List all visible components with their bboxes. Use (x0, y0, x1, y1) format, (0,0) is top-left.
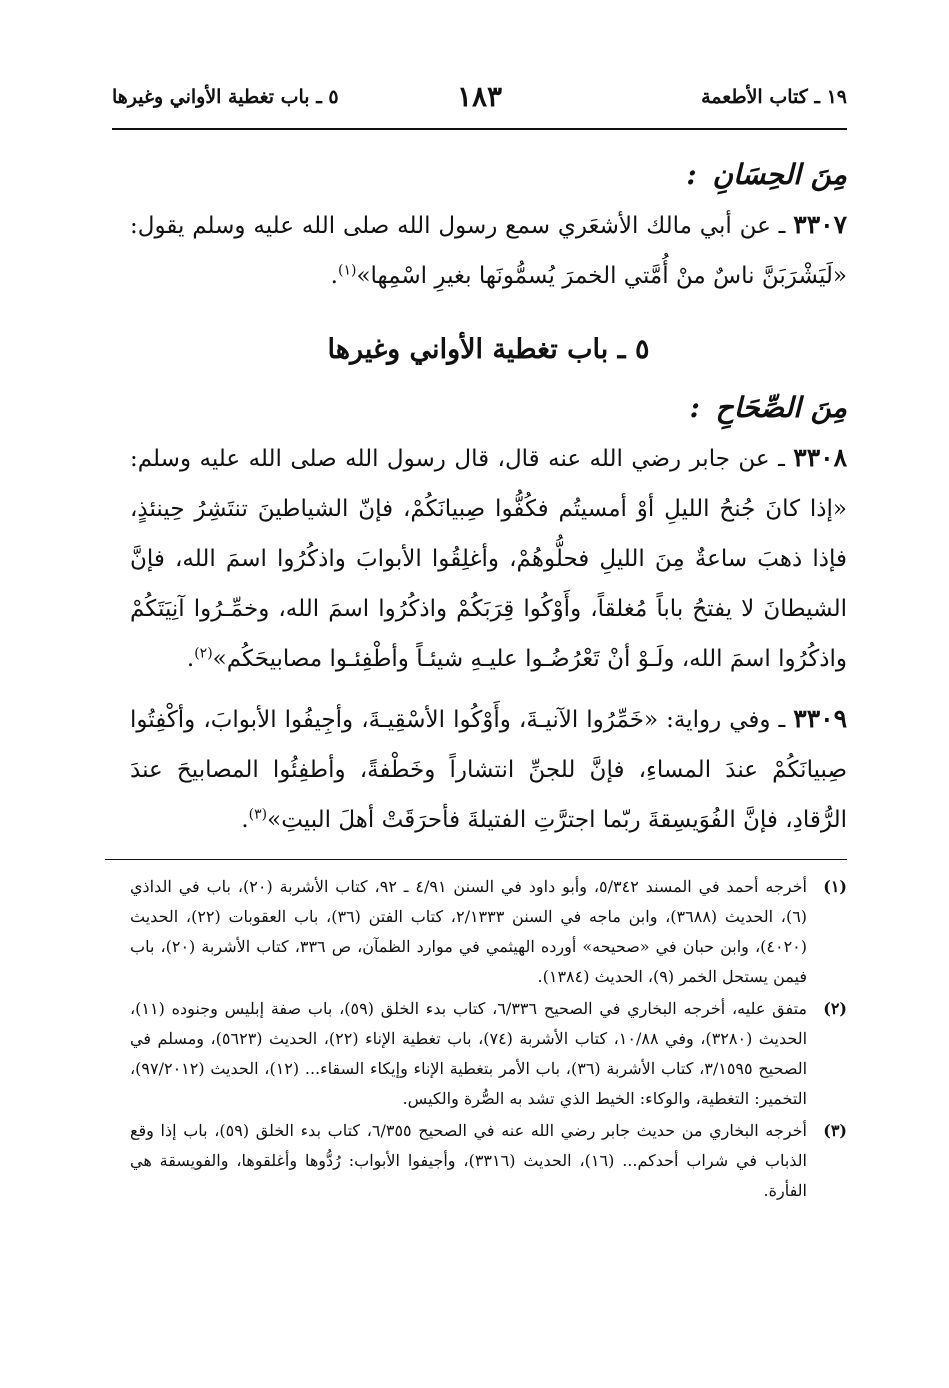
hadith-number: ٣٣٠٩ (793, 704, 848, 733)
footnote-text: متفق عليه، أخرجه البخاري في الصحيح ٦/٣٣٦، كتاب بدء الخلق (٥٩)، باب صفة إبليس وجنوده (١١)، الحديث (٣٢٨٠)، وفي ١٠/٨٨، كتاب الأشربة (٧٤)، باب تغطية الإناء (٢٢)، الحديث (٥٦٢٣)، ومسلم في الصحيح ٣/١٥٩٥، كتاب الأشربة (٣٦)، باب الأمر بتغطية الإناء وإيكاء السقاء... (١٢)، الحديث (٩٧/٢٠١٢)، التخمير: التغطية، والوكاء: الخيط الذي تشد به الصُّرة والكيس. (130, 999, 808, 1108)
footnote-divider (105, 859, 847, 860)
footnote-ref: (٢) (194, 645, 213, 662)
footnotes (130, 872, 847, 1208)
source-label: مِنَ الحِسَانِ (712, 158, 847, 191)
footnote-number: (١) (823, 877, 847, 896)
header-divider (112, 128, 847, 130)
footnote-text: أخرجه أحمد في المسند ٥/٣٤٢، وأبو داود في السنن ٤/٩١ ـ ٩٢، كتاب الأشربة (٢٠)، باب في الداذي (٦)، الحديث (٣٦٨٨)، وابن ماجه في السنن ٢/١٣٣٣، كتاب الفتن (٣٦)، باب العقوبات (٢٢)، الحديث (٤٠٢٠)، وابن حبان في «صحيحه» أورده الهيثمي في موارد الظمآن، ص ٣٣٦، كتاب الأشربة (٢٠)، باب فيمن يستحل الخمر (٩)، الحديث (١٣٨٤). (130, 877, 808, 986)
source-label: مِنَ الصِّحَاحِ (715, 391, 847, 424)
hadith-end: . (186, 646, 195, 672)
hadith-3307 (130, 200, 847, 301)
source-heading-sihah: مِنَ الصِّحَاحِ : (689, 391, 847, 424)
header-book-title: ١٩ ـ كتاب الأطعمة (701, 86, 847, 108)
main-text (130, 150, 847, 855)
footnote-text: أخرجه البخاري من حديث جابر رضي الله عنه في الصحيح ٦/٣٥٥، كتاب بدء الخلق (٥٩)، باب إذا وقع الذباب في شراب أحدكم... (١٦)، الحديث (٣٣١٦)، وأجيفوا الأبواب: رُدُّوها وأغلقوها، والفويسقة هي الفأرة. (130, 1121, 807, 1200)
footnote-number: (٢) (823, 999, 847, 1018)
footnote-ref: (١) (337, 262, 357, 279)
footnote-ref: (٣) (248, 806, 268, 823)
hadith-text: ـ عن أبي مالك الأشعَري سمع رسول الله صلى الله عليه وسلم يقول: «لَيَشْرَبَنَّ ناسٌ منْ أُمَّتي الخمرَ يُسمُّونَها بغيرِ اسْمِها» (130, 213, 847, 289)
hadith-3309 (130, 694, 847, 845)
page-number: ١٨٣ (456, 80, 503, 113)
hadith-number: ٣٣٠٧ (793, 210, 848, 239)
hadith-end: . (330, 263, 338, 289)
footnote-2 (130, 994, 847, 1114)
hadith-end: . (241, 807, 249, 833)
hadith-number: ٣٣٠٨ (793, 443, 848, 472)
header-chapter-title: ٥ ـ باب تغطية الأواني وغيرها (112, 86, 339, 108)
source-heading-hisan: مِنَ الحِسَانِ : (686, 158, 847, 191)
hadith-text: ـ عن جابر رضي الله عنه قال، قال رسول الله صلى الله عليه وسلم: «إذا كانَ جُنحُ الليلِ أوْ أمسيتُم فكُفُّوا صِبيانَكُمْ، فإنّ الشياطينَ تنتَشِرُ حِينئذٍ، فإذا ذهبَ ساعةٌ مِنَ الليلِ فحلُّوهُمْ، وأغلِقُوا الأبوابَ واذكُرُوا اسمَ الله، فإنَّ الشيطانَ لا يفتحُ باباً مُغلقاً، وأَوْكُوا قِرَبَكُمْ واذكُرُوا اسمَ الله، وخمِّـرُوا آنِيَتَكُمْ واذكُرُوا اسمَ الله، ولَـوْ أنْ تَعْرُضُـوا عليـهِ شيئـاً وأطْفِئـوا مصابيحَكُم» (130, 446, 847, 672)
chapter-heading: ٥ ـ باب تغطية الأواني وغيرها (327, 334, 650, 365)
running-header (112, 80, 847, 126)
footnote-number: (٣) (823, 1121, 847, 1140)
hadith-3308 (130, 433, 847, 684)
hadith-text: ـ وفي رواية: «خَمِّرُوا الآنيـةَ، وأَوْكُوا الأسْقِيـةَ، وأجِيفُوا الأبوابَ، وأكْفِتُوا صِبيانَكُمْ عندَ المساءِ، فإنَّ للجنِّ انتشاراً وخَطْفةً، وأطفِئُوا المصابيحَ عندَ الرُّقادِ، فإنَّ الفُوَيسِقةَ ربّما اجترَّتِ الفتيلةَ فأحرَقَتْ أهلَ البيتِ» (130, 707, 847, 833)
footnote-1 (130, 872, 847, 992)
footnote-3 (130, 1116, 847, 1206)
